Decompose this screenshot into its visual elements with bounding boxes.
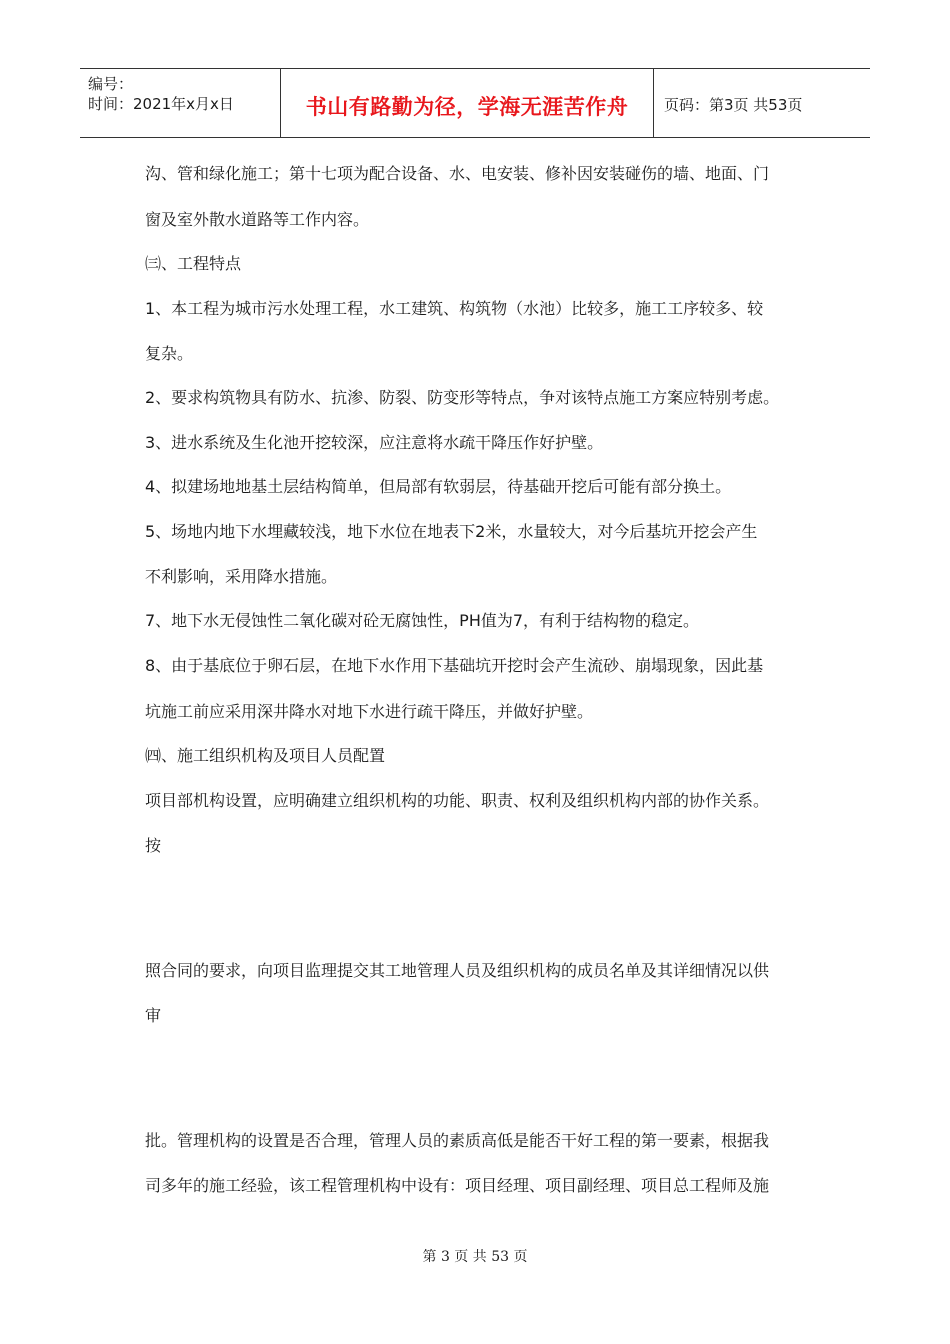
date-label: 时间：2021年x月x日 — [88, 95, 234, 113]
serial-label: 编号： — [88, 75, 134, 93]
body-line: 1、本工程为城市污水处理工程，水工建筑、构筑物（水池）比较多，施工工序较多、较 — [145, 299, 764, 318]
body-line: 照合同的要求，向项目监理提交其工地管理人员及组织机构的成员名单及其详细情况以供 — [145, 961, 770, 980]
body-line: 项目部机构设置，应明确建立组织机构的功能、职责、权利及组织机构内部的协作关系。 — [145, 791, 770, 810]
page-footer: 第 3 页 共 53 页 — [422, 1249, 528, 1265]
body-line: 2、要求构筑物具有防水、抗渗、防裂、防变形等特点，争对该特点施工方案应特别考虑。 — [145, 388, 780, 407]
body-line: 7、地下水无侵蚀性二氧化碳对砼无腐蚀性，PH值为7，有利于结构物的稳定。 — [145, 611, 700, 630]
body-line: 按 — [145, 836, 162, 855]
header-center-cell — [281, 69, 654, 137]
body-line: 审 — [145, 1006, 162, 1025]
body-line: 3、进水系统及生化池开挖较深，应注意将水疏干降压作好护壁。 — [145, 433, 604, 452]
body-line: 沟、管和绿化施工；第十七项为配合设备、水、电安装、修补因安装碰伤的墙、地面、门 — [145, 164, 770, 183]
header-left-cell — [80, 69, 281, 137]
header-table — [80, 68, 870, 138]
section-heading: ㈢、工程特点 — [145, 254, 242, 273]
motto-text: 书山有路勤为径，学海无涯苦作舟 — [305, 95, 629, 119]
body-line: 不利影响，采用降水措施。 — [145, 567, 338, 586]
body-line: 8、由于基底位于卵石层，在地下水作用下基础坑开挖时会产生流砂、崩塌现象，因此基 — [145, 656, 764, 675]
body-line: 坑施工前应采用深井降水对地下水进行疏干降压，并做好护壁。 — [145, 702, 594, 721]
body-line: 司多年的施工经验，该工程管理机构中设有：项目经理、项目副经理、项目总工程师及施 — [145, 1176, 770, 1195]
section-heading: ㈣、施工组织机构及项目人员配置 — [145, 746, 386, 765]
page-code: 页码：第3页 共53页 — [664, 96, 803, 114]
body-line: 5、场地内地下水埋藏较浅，地下水位在地表下2米，水量较大，对今后基坑开挖会产生 — [145, 522, 758, 541]
body-line: 复杂。 — [145, 344, 194, 363]
body-line: 4、拟建场地地基土层结构简单，但局部有软弱层，待基础开挖后可能有部分换土。 — [145, 477, 732, 496]
header-right-cell — [654, 69, 870, 137]
body-line: 窗及室外散水道路等工作内容。 — [145, 210, 370, 229]
body-line: 批。管理机构的设置是否合理，管理人员的素质高低是能否干好工程的第一要素，根据我 — [145, 1131, 770, 1150]
